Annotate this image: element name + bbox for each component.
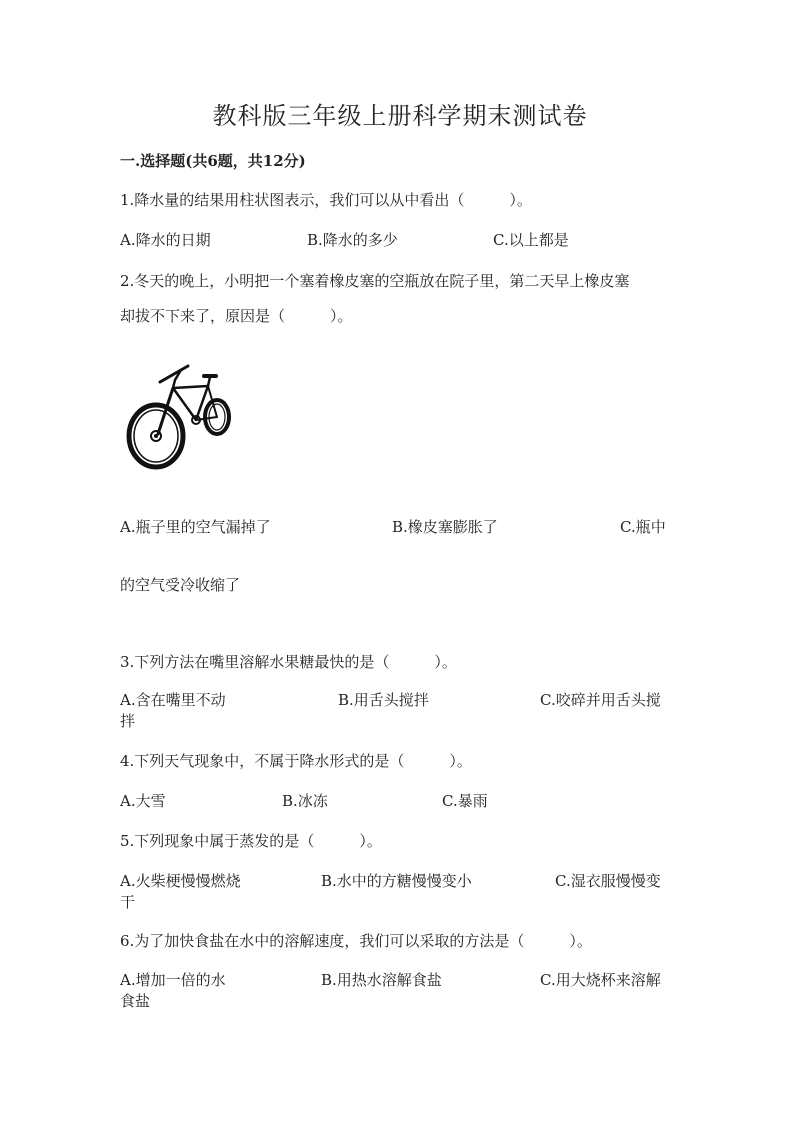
question-3-option-a: A.含在嘴里不动 (120, 691, 226, 709)
question-6-option-c: C.用大烧杯来溶解 (540, 971, 661, 989)
question-1-option-c: C.以上都是 (493, 231, 569, 249)
question-2-option-c-line1: C.瓶中 (620, 518, 666, 536)
question-1-stem: 1.降水量的结果用柱状图表示，我们可以从中看出（ ）。 (120, 191, 532, 209)
question-3-stem: 3.下列方法在嘴里溶解水果糖最快的是（ ）。 (120, 653, 457, 671)
question-3-option-c-line1: C.咬碎并用舌头搅 (540, 691, 661, 709)
question-4-stem: 4.下列天气现象中，不属于降水形式的是（ ）。 (120, 752, 472, 770)
question-6-option-b: B.用热水溶解食盐 (321, 971, 442, 989)
question-2-option-a: A.瓶子里的空气漏掉了 (120, 518, 271, 536)
question-3-option-b: B.用舌头搅拌 (338, 691, 429, 709)
question-5-option-b: B.水中的方糖慢慢变小 (321, 872, 472, 890)
question-2-option-c-line2: 的空气受冷收缩了 (120, 576, 241, 594)
question-3-option-c-line2: 拌 (120, 712, 136, 730)
question-2-stem-line1: 2.冬天的晚上，小明把一个塞着橡皮塞的空瓶放在院子里，第二天早上橡皮塞 (120, 272, 630, 290)
question-5-option-a: A.火柴梗慢慢燃烧 (120, 872, 241, 890)
section-heading: 一.选择题(共6题，共12分) (120, 152, 306, 170)
question-4-option-b: B.冰冻 (282, 792, 328, 810)
question-6-option-a-line1: A.增加一倍的水 (120, 971, 226, 989)
question-2-option-b: B.橡皮塞膨胀了 (392, 518, 498, 536)
question-5-stem: 5.下列现象中属于蒸发的是（ ）。 (120, 832, 382, 850)
bicycle-icon (126, 362, 234, 474)
question-6-stem: 6.为了加快食盐在水中的溶解速度，我们可以采取的方法是（ ）。 (120, 932, 592, 950)
question-5-option-c-line1: C.湿衣服慢慢变 (555, 872, 661, 890)
question-5-option-c-line2: 干 (120, 893, 136, 911)
question-1-option-a: A.降水的日期 (120, 231, 211, 249)
question-2-stem-line2: 却拔不下来了，原因是（ ）。 (120, 307, 353, 325)
question-6-option-a-line2: 食盐 (120, 992, 151, 1010)
question-1-option-b: B.降水的多少 (307, 231, 398, 249)
question-4-option-c: C.暴雨 (442, 792, 488, 810)
question-4-option-a: A.大雪 (120, 792, 166, 810)
page-title: 教科版三年级上册科学期末测试卷 (212, 102, 588, 130)
